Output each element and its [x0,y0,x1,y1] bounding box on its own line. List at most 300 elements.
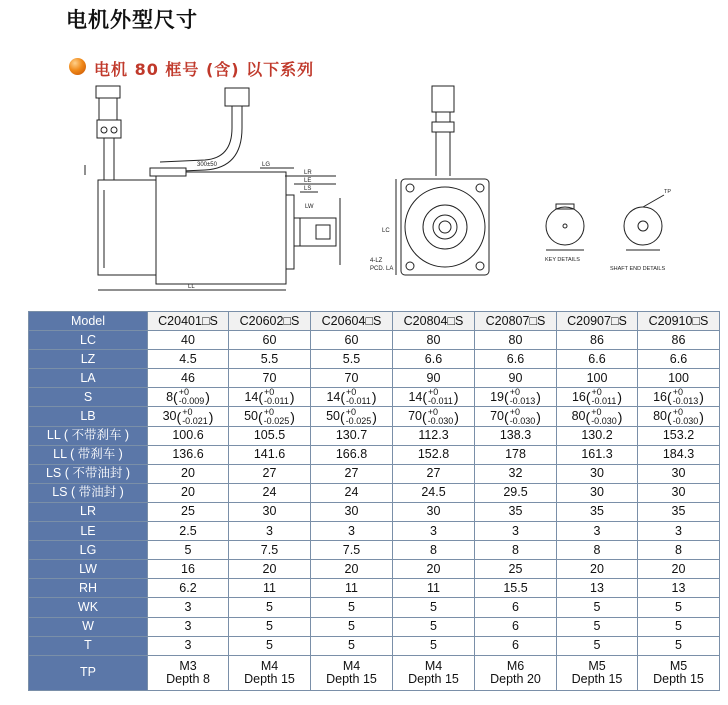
table-cell: 4.5 [148,350,229,369]
pcd-label: PCD. LA [370,266,394,272]
tolerance-base: 80 [571,409,586,424]
table-cell: 5 [638,617,720,636]
tp-depth: Depth 15 [244,671,295,686]
table-cell: 5.5 [229,350,311,369]
paren-open: ( [667,408,672,425]
tolerance-base: 8 [166,390,174,405]
table-cell: 3 [638,522,720,541]
model-column-header: C20907□S [557,312,638,331]
model-column-header: C20401□S [148,312,229,331]
lg-label: LG [262,162,271,168]
table-cell: 6 [475,636,557,655]
paren-open: ( [667,389,672,406]
table-cell [393,388,475,407]
table-row [29,655,720,690]
tp-thread: M4 [342,658,361,673]
le-label: LE [304,178,312,184]
tp-thread: M4 [424,658,443,673]
tolerance-lower: -0.011 [428,396,453,407]
lw-label: LW [305,204,314,210]
table-cell: 161.3 [557,445,638,464]
tolerance-upper: +0 [591,406,602,417]
table-cell: 25 [148,502,229,521]
paren-close: ) [371,389,377,406]
tolerance-base: 14 [326,390,341,405]
tolerance-lower: -0.011 [346,396,371,407]
paren-open: ( [585,389,591,406]
key-details-label: KEY DETAILS [545,257,580,263]
paren-close: ) [372,408,377,425]
table-cell [557,655,638,690]
table-row [29,617,720,636]
table-cell: 130.2 [557,426,638,445]
table-cell: 5 [311,617,393,636]
tolerance-fraction [673,388,699,406]
tolerance-base: 80 [653,409,668,424]
paren-open: ( [258,408,263,425]
table-cell [475,407,557,426]
tolerance-value [326,388,376,406]
section-subtitle: 电机 80 框号 (含) 以下系列 [94,60,315,79]
page-title: 电机外型尺寸 [66,8,198,32]
table-cell [229,655,311,690]
tolerance-fraction [591,408,617,426]
paren-open: ( [173,389,178,406]
table-cell: 80 [475,331,557,350]
table-cell: 5 [229,617,311,636]
tolerance-lower: -0.030 [427,415,454,426]
tolerance-fraction [179,388,205,406]
table-cell: 70 [311,369,393,388]
table-cell: 20 [638,560,720,579]
table-row [29,407,720,426]
row-header: LB [29,407,148,426]
table-cell: 20 [148,464,229,483]
table-cell: 24.5 [393,483,475,502]
tolerance-value [326,408,377,426]
table-cell: 24 [229,483,311,502]
table-cell [393,407,475,426]
table-cell: 11 [393,579,475,598]
tp-thread: M3 [179,658,197,673]
model-header: Model [29,312,148,331]
tolerance-upper: +0 [182,406,193,417]
table-cell: 60 [311,331,393,350]
model-column-header: C20807□S [475,312,557,331]
table-cell: 5 [229,598,311,617]
motor-dimension-drawing [0,80,728,310]
tolerance-fraction [510,408,536,426]
table-cell [148,388,229,407]
table-cell: 3 [393,522,475,541]
table-cell: 6 [475,617,557,636]
tp-depth: Depth 20 [490,671,541,686]
table-cell: 29.5 [475,483,557,502]
table-cell [311,388,393,407]
table-cell: 60 [229,331,311,350]
table-cell [393,655,475,690]
row-header: LW [29,560,148,579]
tolerance-fraction [673,408,699,426]
paren-close: ) [536,408,541,425]
paren-open: ( [585,408,591,425]
tolerance-lower: -0.013 [672,396,699,407]
table-cell [557,407,638,426]
table-cell: 27 [311,464,393,483]
table-cell: 5 [148,541,229,560]
tolerance-value [408,408,459,426]
table-cell: 100 [557,369,638,388]
tolerance-base: 14 [408,390,423,405]
paren-close: ) [454,408,459,425]
tolerance-base: 70 [408,409,423,424]
table-cell: 11 [229,579,311,598]
row-header: TP [29,655,148,690]
lr-label: LR [304,170,312,176]
key-details-view [546,204,584,250]
tolerance-lower: -0.009 [178,396,205,407]
table-cell: 3 [311,522,393,541]
table-cell: 112.3 [393,426,475,445]
tp-thread: M4 [260,658,279,673]
lc-label: LC [382,228,390,234]
tolerance-upper: +0 [672,406,683,417]
row-header: LR [29,502,148,521]
row-header: T [29,636,148,655]
table-cell: 90 [393,369,475,388]
table-cell: 20 [557,560,638,579]
table-cell [229,407,311,426]
motor-side-view [85,86,340,290]
tp-depth: Depth 15 [326,671,377,686]
table-cell: 7.5 [311,541,393,560]
table-cell: 11 [311,579,393,598]
cable-length-h-label: 300±50 [197,162,217,168]
paren-open: ( [176,408,182,425]
table-cell: 184.3 [638,445,720,464]
table-cell: 100.6 [148,426,229,445]
tolerance-fraction [264,408,290,426]
tolerance-fraction [510,388,536,406]
table-cell: 20 [393,560,475,579]
table-row [29,483,720,502]
row-header: LL ( 不带刹车 ) [29,426,148,445]
row-header: RH [29,579,148,598]
model-column-header: C20804□S [393,312,475,331]
tolerance-value [166,388,210,406]
tolerance-upper: +0 [178,387,189,398]
table-cell: 100 [638,369,720,388]
tolerance-fraction [428,388,453,406]
tp-label: TP [664,189,672,195]
tolerance-value [572,388,622,406]
table-cell: 2.5 [148,522,229,541]
paren-open: ( [422,389,428,406]
table-cell [311,655,393,690]
table-cell [638,407,720,426]
table-cell [148,655,229,690]
table-cell: 6.6 [475,350,557,369]
tolerance-fraction [264,388,289,406]
lz-label: 4-LZ [370,258,383,264]
tolerance-lower: -0.011 [264,396,289,407]
table-cell: 30 [229,502,311,521]
table-cell: 35 [557,502,638,521]
table-cell: 90 [475,369,557,388]
table-cell: 5 [638,636,720,655]
shaft-end-details-view [624,195,664,250]
table-cell: 70 [229,369,311,388]
table-cell: 24 [311,483,393,502]
table-cell: 86 [638,331,720,350]
tp-depth: Depth 15 [408,671,459,686]
table-cell: 13 [557,579,638,598]
motor-front-view [396,86,489,275]
table-row [29,350,720,369]
tolerance-value [572,408,623,426]
table-cell: 30 [393,502,475,521]
table-cell: 46 [148,369,229,388]
table-cell: 27 [393,464,475,483]
tolerance-base: 70 [490,409,505,424]
table-cell: 6.6 [557,350,638,369]
table-cell: 13 [638,579,720,598]
tolerance-lower: -0.030 [672,415,699,426]
table-header-row [29,312,720,331]
tolerance-base: 16 [571,390,586,405]
table-cell: 6 [475,598,557,617]
table-cell [311,407,393,426]
table-row [29,445,720,464]
table-cell: 5 [393,598,475,617]
table-row [29,464,720,483]
row-header: WK [29,598,148,617]
table-cell: 8 [393,541,475,560]
table-cell: 30 [638,483,720,502]
table-cell: 20 [148,483,229,502]
table-cell: 5 [557,617,638,636]
table-cell: 105.5 [229,426,311,445]
table-cell: 30 [311,502,393,521]
paren-close: ) [699,408,704,425]
table-cell: 5.5 [311,350,393,369]
tolerance-base: 50 [326,409,341,424]
table-row [29,522,720,541]
table-cell: 3 [557,522,638,541]
table-cell: 3 [229,522,311,541]
tolerance-fraction [346,408,372,426]
table-cell: 6.2 [148,579,229,598]
table-cell: 86 [557,331,638,350]
row-header: LS ( 不带油封 ) [29,464,148,483]
tolerance-upper: +0 [428,387,439,398]
model-column-header: C20604□S [311,312,393,331]
table-cell [638,388,720,407]
tolerance-base: 19 [490,390,505,405]
tolerance-lower: -0.025 [345,415,372,426]
tolerance-value [163,408,214,426]
table-cell: 30 [557,464,638,483]
ls-label: LS [304,186,312,192]
paren-close: ) [289,389,295,406]
table-cell: 27 [229,464,311,483]
table-cell: 15.5 [475,579,557,598]
table-cell: 20 [311,560,393,579]
table-cell: 16 [148,560,229,579]
table-cell: 20 [229,560,311,579]
paren-open: ( [340,408,345,425]
table-cell: 5 [311,636,393,655]
table-cell: 35 [475,502,557,521]
tolerance-upper: +0 [591,387,602,398]
tolerance-value [244,388,294,406]
table-cell: 3 [475,522,557,541]
table-cell: 80 [393,331,475,350]
table-cell: 5 [557,598,638,617]
paren-close: ) [617,389,623,406]
shaft-end-details-label: SHAFT END DETAILS [610,266,666,272]
table-cell: 32 [475,464,557,483]
table-cell: 5 [557,636,638,655]
table-cell: 7.5 [229,541,311,560]
table-cell [229,388,311,407]
tp-thread: M6 [506,658,525,673]
tolerance-upper: +0 [509,406,520,417]
table-cell: 3 [148,598,229,617]
table-row [29,502,720,521]
table-cell: 5 [638,598,720,617]
table-cell: 153.2 [638,426,720,445]
row-header: S [29,388,148,407]
table-cell: 8 [557,541,638,560]
tolerance-value [490,388,541,406]
spec-table [28,311,720,691]
table-row [29,560,720,579]
tp-thread: M5 [588,658,606,673]
tolerance-upper: +0 [345,406,356,417]
table-cell: 3 [148,636,229,655]
tolerance-lower: -0.013 [509,396,536,407]
row-header: LL ( 带刹车 ) [29,445,148,464]
tolerance-lower: -0.021 [182,415,208,426]
table-cell: 8 [475,541,557,560]
table-cell: 152.8 [393,445,475,464]
tolerance-base: 30 [162,409,177,424]
table-cell: 40 [148,331,229,350]
table-row [29,369,720,388]
paren-close: ) [699,389,704,406]
table-cell: 136.6 [148,445,229,464]
table-cell: 5 [393,617,475,636]
tp-depth: Depth 15 [653,671,704,686]
paren-close: ) [205,389,210,406]
tolerance-upper: +0 [672,387,683,398]
table-cell: 25 [475,560,557,579]
table-cell [557,388,638,407]
row-header: LC [29,331,148,350]
tolerance-value [653,388,704,406]
table-cell [148,407,229,426]
tolerance-fraction [592,388,617,406]
table-cell: 8 [638,541,720,560]
paren-open: ( [504,389,509,406]
tolerance-base: 16 [653,390,668,405]
paren-open: ( [422,408,427,425]
paren-open: ( [340,389,346,406]
table-cell: 141.6 [229,445,311,464]
tolerance-lower: -0.025 [263,415,290,426]
table-cell: 6.6 [393,350,475,369]
paren-close: ) [617,408,623,425]
table-cell: 5 [393,636,475,655]
tolerance-base: 50 [244,409,259,424]
tolerance-base: 14 [244,390,259,405]
tp-thread: M5 [669,658,688,673]
orange-bullet-icon [69,58,86,75]
paren-close: ) [536,389,541,406]
table-cell: 138.3 [475,426,557,445]
table-cell: 6.6 [638,350,720,369]
paren-open: ( [504,408,509,425]
tolerance-fraction [182,408,208,426]
table-row [29,388,720,407]
tolerance-value [490,408,541,426]
tolerance-value [408,388,458,406]
table-cell: 5 [229,636,311,655]
paren-open: ( [258,389,264,406]
tp-depth: Depth 8 [166,671,210,686]
paren-close: ) [208,408,214,425]
paren-close: ) [290,408,295,425]
tolerance-upper: +0 [264,387,275,398]
tp-depth: Depth 15 [571,671,623,686]
table-cell: 30 [638,464,720,483]
table-cell [638,655,720,690]
model-column-header: C20602□S [229,312,311,331]
table-cell: 178 [475,445,557,464]
tolerance-upper: +0 [346,387,357,398]
row-header: LA [29,369,148,388]
paren-close: ) [453,389,459,406]
row-header: W [29,617,148,636]
table-row [29,541,720,560]
row-header: LS ( 带油封 ) [29,483,148,502]
table-cell: 130.7 [311,426,393,445]
tolerance-lower: -0.030 [591,415,617,426]
table-cell: 30 [557,483,638,502]
table-cell: 35 [638,502,720,521]
table-cell: 3 [148,617,229,636]
table-row [29,579,720,598]
tolerance-lower: -0.011 [591,396,617,407]
ll-label: LL [188,284,195,290]
table-cell [475,655,557,690]
table-cell [475,388,557,407]
tolerance-fraction [346,388,371,406]
row-header: LG [29,541,148,560]
table-cell: 5 [311,598,393,617]
tolerance-upper: +0 [263,406,274,417]
tolerance-lower: -0.030 [509,415,536,426]
row-header: LZ [29,350,148,369]
model-column-header: C20910□S [638,312,720,331]
table-row [29,598,720,617]
table-row [29,426,720,445]
row-header: LE [29,522,148,541]
tolerance-fraction [428,408,454,426]
table-cell: 166.8 [311,445,393,464]
tolerance-value [653,408,704,426]
